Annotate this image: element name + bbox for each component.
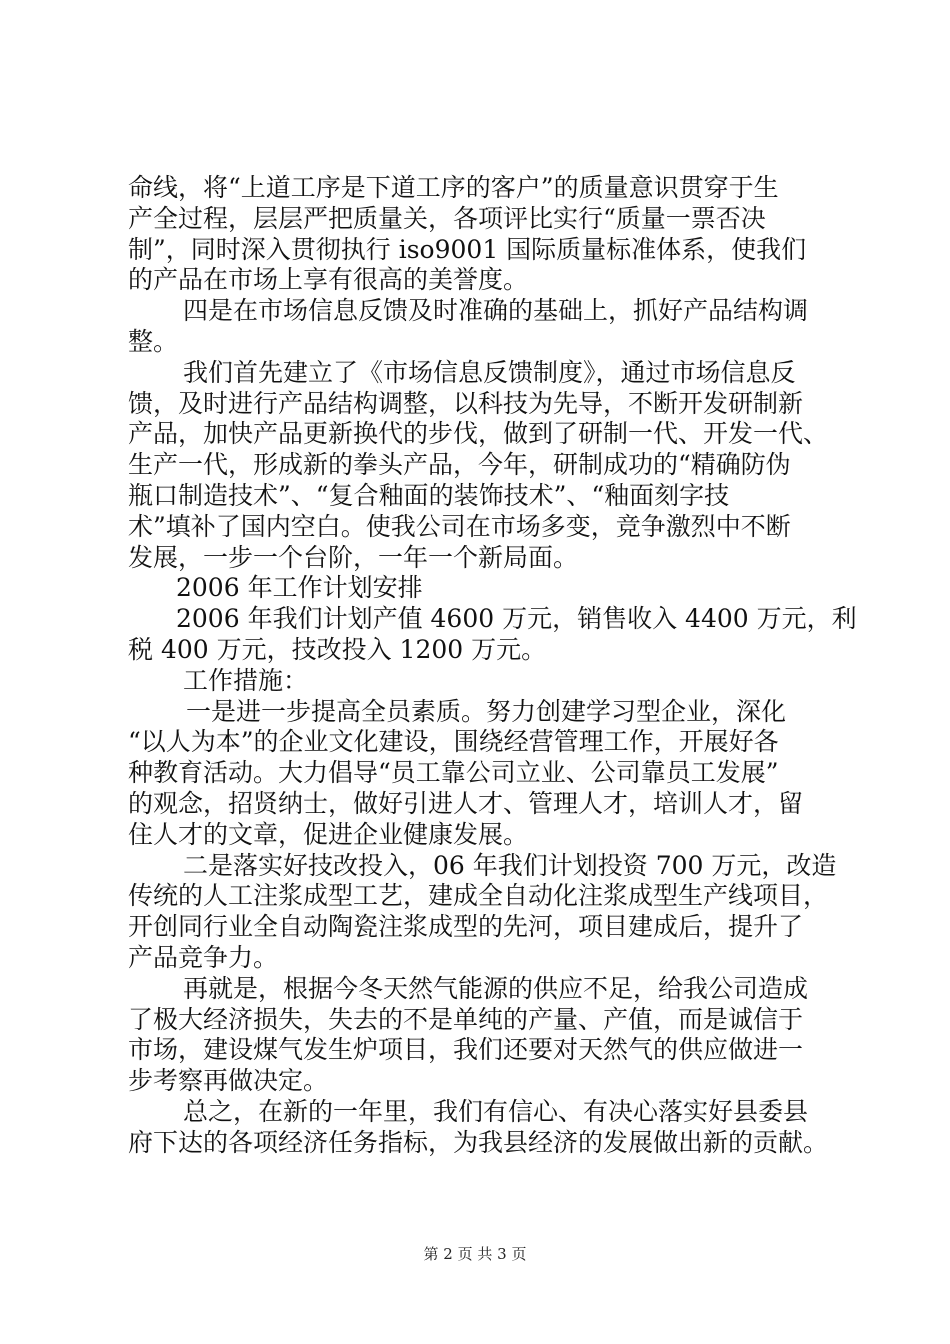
page-footer [0,1244,950,1264]
paragraph-start: 我们首先建立了《市场信息反馈制度》，通过市场信息反 [183,357,796,387]
text-line: 的观念，招贤纳士，做好引进人才、管理人才，培训人才，留 [128,788,804,818]
text-line: 步考察再做决定。 [128,1066,329,1096]
paragraph-start: 二是落实好技改投入，06 年我们计划投资 700 万元，改造 [183,850,837,880]
text-line: 市场，建设煤气发生炉项目，我们还要对天然气的供应做进一 [128,1035,804,1065]
text-line: 府下达的各项经济任务指标，为我县经济的发展做出新的贡献。 [128,1127,829,1157]
text-line: 的产品在市场上享有很高的美誉度。 [128,265,529,295]
subsection-heading: 工作措施： [183,665,309,695]
text-line: 命线，将“上道工序是下道工序的客户”的质量意识贯穿于生 [128,173,779,202]
paragraph-start: 总之，在新的一年里，我们有信心、有决心落实好县委县 [183,1096,809,1126]
text-line: 产品竞争力。 [128,942,279,972]
text-line: 税 400 万元，技改投入 1200 万元。 [128,634,547,664]
paragraph-start: 再就是，根据今冬天然气能源的供应不足，给我公司造成 [183,973,809,1003]
text-line: 馈，及时进行产品结构调整，以科技为先导，不断开发研制新 [128,388,804,418]
text-line: 瓶口制造技术”、“复合釉面的装饰技术”、“釉面刻字技 [128,480,730,510]
paragraph-start: 2006 年我们计划产值 4600 万元，销售收入 4400 万元，利 [176,604,857,634]
text-line: 种教育活动。大力倡导“员工靠公司立业、公司靠员工发展” [128,758,779,788]
text-line: 生产一代，形成新的拳头产品，今年，研制成功的“精确防伪 [128,450,791,480]
text-line: 住人才的文章，促进企业健康发展。 [128,819,529,849]
text-line: 传统的人工注浆成型工艺，建成全自动化注浆成型生产线项目， [128,881,829,911]
text-line: 整。 [128,326,179,356]
text-line: 了极大经济损失，失去的不是单纯的产量、产值，而是诚信于 [128,1004,804,1034]
paragraph-start: 一是进一步提高全员素质。努力创建学习型企业，深化 [186,696,787,726]
page-number-indicator: 第 2 页 共 3 页 [423,1245,527,1263]
document-body [128,173,857,1159]
text-line: 发展，一步一个台阶，一年一个新局面。 [128,542,579,572]
section-heading: 2006 年工作计划安排 [176,573,423,603]
text-line: 开创同行业全自动陶瓷注浆成型的先河，项目建成后，提升了 [128,912,804,942]
text-line: 产品，加快产品更新换代的步伐，做到了研制一代、开发一代、 [128,419,829,449]
text-line: 术”填补了国内空白。使我公司在市场多变，竞争激烈中不断 [128,511,791,541]
paragraph-start: 四是在市场信息反馈及时准确的基础上，抓好产品结构调 [183,296,809,326]
text-line: “以人为本”的企业文化建设，围绕经营管理工作，开展好各 [128,727,779,757]
text-line: 制”，同时深入贯彻执行 iso9001 国际质量标准体系，使我们 [128,234,807,264]
text-line: 产全过程，层层严把质量关，各项评比实行“质量一票否决 [128,203,766,233]
